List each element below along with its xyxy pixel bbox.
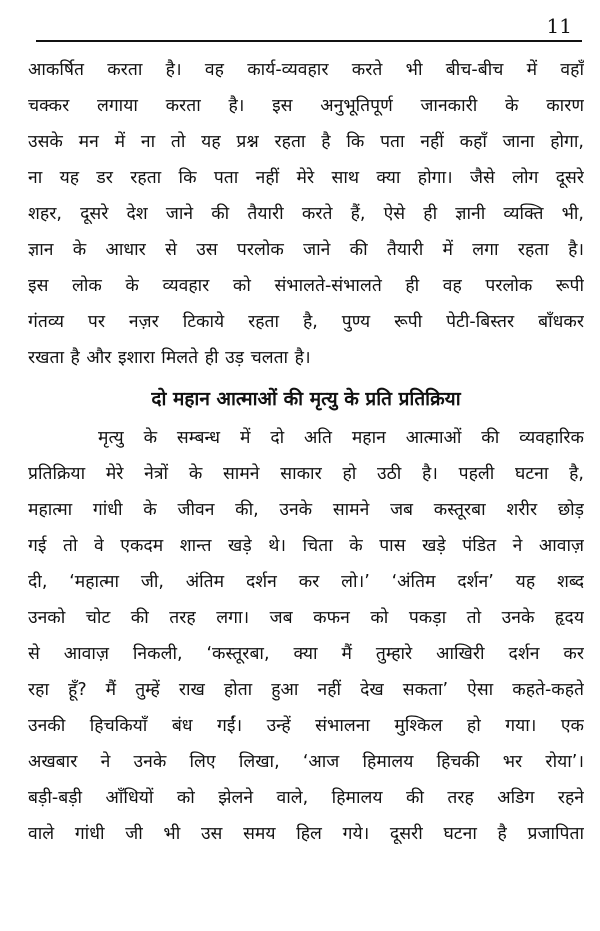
paragraph-line: अखबार ने उनके लिए लिखा, ‘आज हिमालय हिचकी भर रोया’। <box>28 752 584 772</box>
section-heading: दो महान आत्माओं की मृत्यु के प्रति प्रतिक्रिया <box>151 388 461 410</box>
paragraph-line: मृत्यु के सम्बन्ध में दो अति महान आत्माओं की व्यवहारिक <box>98 428 584 448</box>
paragraph-2 <box>28 420 584 852</box>
page-body <box>28 52 584 852</box>
paragraph-line: प्रतिक्रिया मेरे नेत्रों के सामने साकार हो उठी है। पहली घटना है, <box>28 464 584 484</box>
header-rule <box>36 40 582 42</box>
paragraph-line: उनको चोट की तरह लगा। जब कफन को पकड़ा तो उनके हृदय <box>28 608 584 628</box>
paragraph-line: रखता है और इशारा मिलते ही उड़ चलता है। <box>28 348 311 368</box>
page-number: 11 <box>546 14 572 38</box>
paragraph-line: महात्मा गांधी के जीवन की, उनके सामने जब कस्तूरबा शरीर छोड़ <box>28 500 584 520</box>
paragraph-line: रहा हूँ? मैं तुम्हें राख होता हुआ नहीं देख सकता’ ऐसा कहते-कहते <box>28 680 584 700</box>
paragraph-line: से आवाज़ निकली, ‘कस्तूरबा, क्या मैं तुम्हारे आखिरी दर्शन कर <box>28 644 584 664</box>
paragraph-line: इस लोक के व्यवहार को संभालते-संभालते ही वह परलोक रूपी <box>28 276 584 296</box>
paragraph-line: ज्ञान के आधार से उस परलोक जाने की तैयारी में लगा रहता है। <box>28 240 584 260</box>
paragraph-line: वाले गांधी जी भी उस समय हिल गये। दूसरी घटना है प्रजापिता <box>28 824 584 844</box>
paragraph-line: बड़ी-बड़ी आँधियों को झेलने वाले, हिमालय की तरह अडिग रहने <box>28 788 584 808</box>
paragraph-line: ना यह डर रहता कि पता नहीं मेरे साथ क्या होगा। जैसे लोग दूसरे <box>28 168 584 188</box>
paragraph-line: उनकी हिचकियाँ बंध गईं। उन्हें संभालना मुश्किल हो गया। एक <box>28 716 584 736</box>
paragraph-line: गई तो वे एकदम शान्त खड़े थे। चिता के पास खड़े पंडित ने आवाज़ <box>28 536 584 556</box>
paragraph-line: दी, ‘महात्मा जी, अंतिम दर्शन कर लो।’ ‘अंतिम दर्शन’ यह शब्द <box>28 572 584 592</box>
paragraph-line: गंतव्य पर नज़र टिकाये रहता है, पुण्य रूपी पेटी-बिस्तर बाँधकर <box>28 312 584 332</box>
paragraph-line: शहर, दूसरे देश जाने की तैयारी करते हैं, ऐसे ही ज्ञानी व्यक्ति भी, <box>28 204 584 224</box>
paragraph-line: चक्कर लगाया करता है। इस अनुभूतिपूर्ण जानकारी के कारण <box>28 96 584 116</box>
paragraph-line: आकर्षित करता है। वह कार्य-व्यवहार करते भी बीच-बीच में वहाँ <box>28 60 584 80</box>
paragraph-line: उसके मन में ना तो यह प्रश्न रहता है कि पता नहीं कहाँ जाना होगा, <box>28 132 584 152</box>
paragraph-1 <box>28 52 584 376</box>
